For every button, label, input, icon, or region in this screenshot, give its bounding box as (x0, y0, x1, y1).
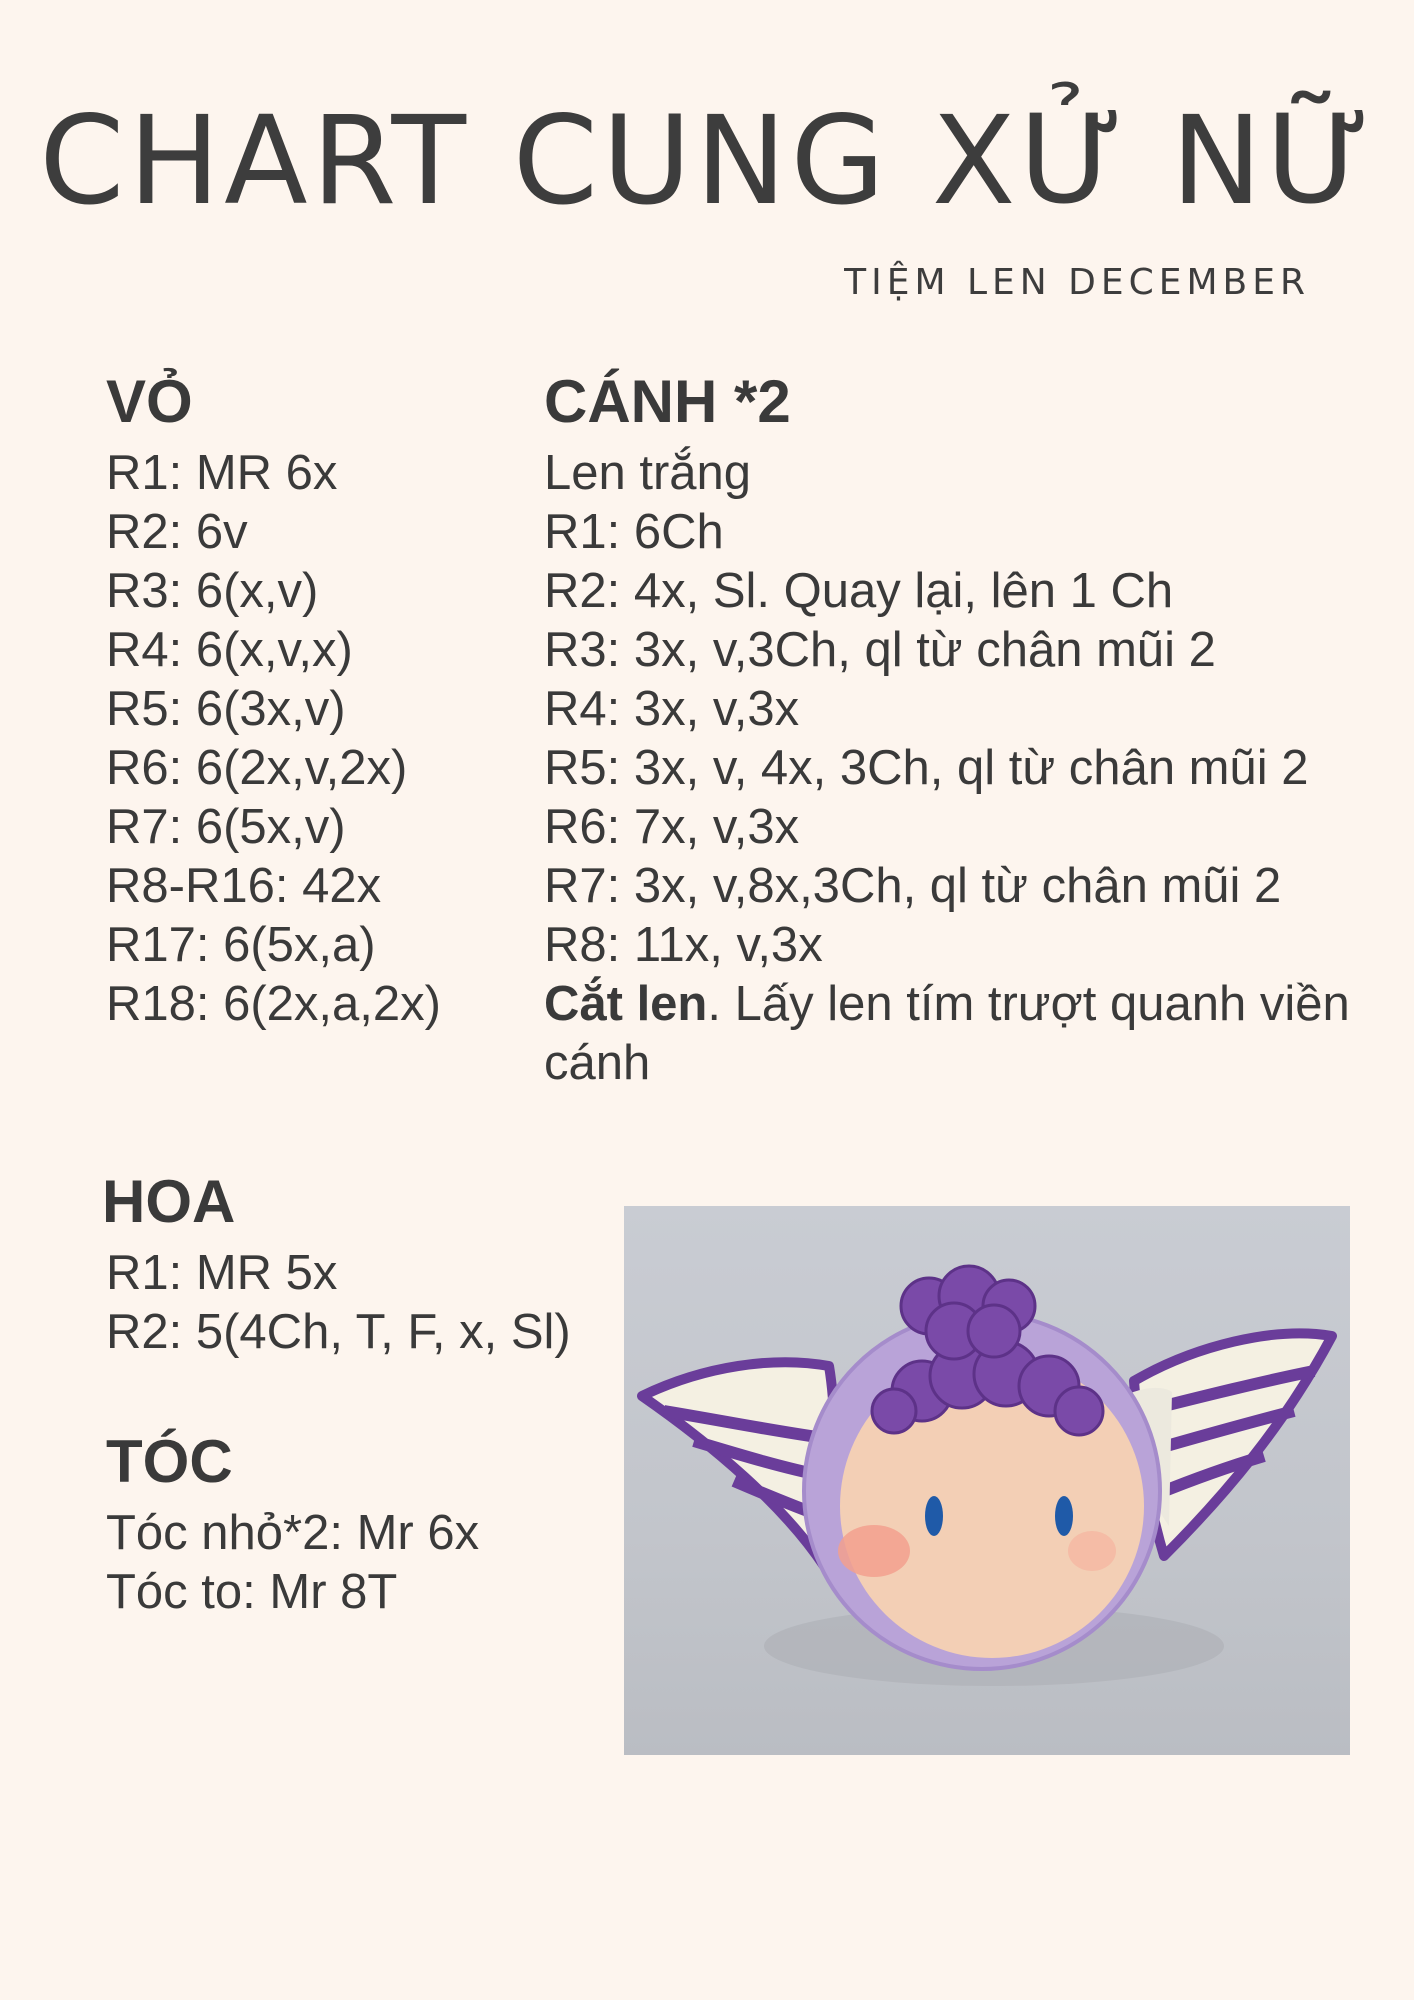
section-heading: VỎ (106, 368, 193, 435)
pattern-row: Tóc nhỏ*2: Mr 6x (106, 1506, 480, 1560)
pattern-row: R8: 11x, v,3x (544, 918, 823, 972)
pattern-row: Len trắng (544, 446, 752, 500)
section-heading: TÓC (106, 1428, 233, 1495)
pattern-row: R6: 7x, v,3x (544, 800, 800, 854)
crochet-virgo-illustration (624, 1206, 1350, 1755)
right-eye (1055, 1496, 1073, 1536)
pattern-final-note (544, 975, 1384, 1093)
pattern-row: R6: 6(2x,v,2x) (106, 741, 408, 795)
pattern-row: R1: MR 5x (106, 1246, 338, 1300)
pattern-row: R7: 3x, v,8x,3Ch, ql từ chân mũi 2 (544, 859, 1282, 913)
pattern-row: R7: 6(5x,v) (106, 800, 346, 854)
pattern-row: R3: 3x, v,3Ch, ql từ chân mũi 2 (544, 623, 1216, 677)
pattern-row: R3: 6(x,v) (106, 564, 319, 618)
pattern-row: R2: 6v (106, 505, 248, 559)
note-bold: Cắt len (544, 977, 708, 1031)
pattern-row: R5: 3x, v, 4x, 3Ch, ql từ chân mũi 2 (544, 741, 1309, 795)
right-cheek (1068, 1531, 1116, 1571)
note-rest: . Lấy len tím trượt quanh viền cánh (544, 977, 1350, 1090)
pattern-row: R2: 4x, Sl. Quay lại, lên 1 Ch (544, 564, 1174, 618)
section-heading: CÁNH *2 (544, 368, 791, 435)
pattern-row: R5: 6(3x,v) (106, 682, 346, 736)
pattern-row: R2: 5(4Ch, T, F, x, Sl) (106, 1305, 571, 1359)
amigurumi-photo (624, 1206, 1350, 1755)
section-hoa (102, 1170, 571, 1362)
left-eye (925, 1496, 943, 1536)
pattern-row: Tóc to: Mr 8T (106, 1565, 398, 1619)
section-toc (106, 1430, 479, 1622)
pattern-row: R1: 6Ch (544, 505, 724, 559)
page-subtitle: TIỆM LEN DECEMBER (844, 262, 1310, 303)
left-cheek (838, 1525, 910, 1577)
pattern-row: R4: 6(x,v,x) (106, 623, 353, 677)
pattern-row: R18: 6(2x,a,2x) (106, 977, 441, 1031)
section-heading: HOA (102, 1168, 236, 1235)
pattern-row: R17: 6(5x,a) (106, 918, 376, 972)
pattern-row: R8-R16: 42x (106, 859, 382, 913)
page-title: CHART CUNG XỬ NỮ (39, 90, 1375, 232)
section-canh (544, 370, 1384, 1093)
pattern-row: R1: MR 6x (106, 446, 338, 500)
section-vo (106, 370, 441, 1034)
pattern-row: R4: 3x, v,3x (544, 682, 800, 736)
